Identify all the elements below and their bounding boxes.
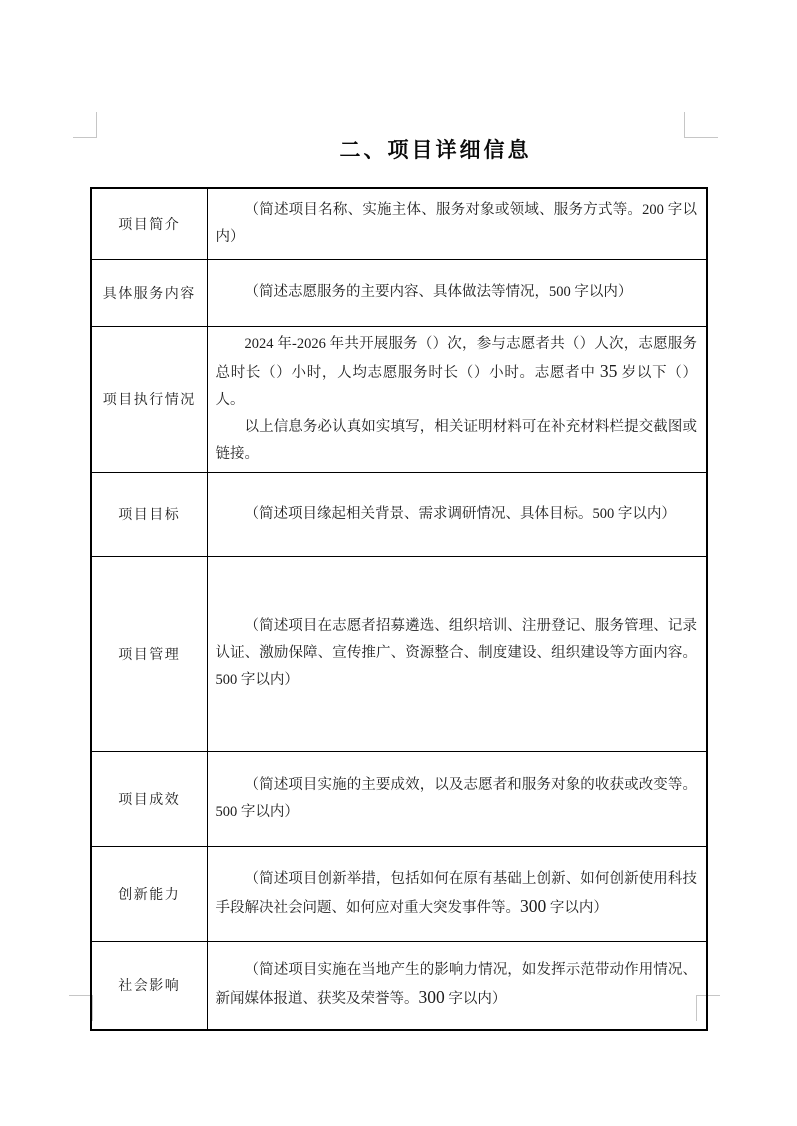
text-segment: （简述项目缘起相关背景、需求调研情况、具体目标。500 字以内） <box>244 505 676 522</box>
row-content-cell <box>207 556 707 751</box>
big-number: 300 <box>520 895 547 916</box>
cell-paragraph <box>216 957 698 1013</box>
row-content-cell <box>207 472 707 556</box>
row-content-cell <box>207 259 707 326</box>
cell-paragraph <box>216 866 698 922</box>
row-label: 具体服务内容 <box>102 286 196 302</box>
text-segment: （简述项目名称、实施主体、服务对象或领域、服务方式等。200 字以内） <box>215 201 697 245</box>
row-content-cell <box>207 326 707 472</box>
cell-paragraph <box>216 331 698 414</box>
table-row-service-content <box>91 259 707 326</box>
text-segment: （简述项目在志愿者招募遴选、组织培训、注册登记、服务管理、记录认证、激励保障、宣传推广、资源整合、制度建设、组织建设等方面内容。500 字以内） <box>215 618 697 688</box>
table-row-project-results <box>91 751 707 846</box>
table-row-innovation-capability <box>91 846 707 941</box>
cell-paragraph <box>216 772 698 826</box>
row-label-cell <box>91 941 207 1030</box>
row-label: 项目执行情况 <box>102 393 196 408</box>
section-title: 二、项目详细信息 <box>339 139 532 162</box>
text-segment: （简述志愿服务的主要内容、具体做法等情况，500 字以内） <box>244 284 633 300</box>
row-content-cell <box>207 941 707 1030</box>
row-content-cell <box>207 188 707 259</box>
row-label-cell <box>91 751 207 846</box>
big-number: 35 <box>599 360 618 381</box>
row-content-cell <box>207 751 707 846</box>
table-row-execution-status <box>91 326 707 472</box>
table-row-social-impact <box>91 941 707 1030</box>
row-label-cell <box>91 259 207 326</box>
cell-paragraph <box>216 414 698 468</box>
cell-paragraph <box>216 279 698 306</box>
row-label: 项目简介 <box>118 217 181 233</box>
text-segment: 字以内） <box>546 899 608 916</box>
row-label-cell <box>91 472 207 556</box>
text-segment: （简述项目创新举措，包括如何在原有基础上创新、如何创新使用科技手段解决社会问题、如何应对重大突发事件等。 <box>215 870 697 916</box>
text-segment: 以上信息务必认真如实填写，相关证明材料可在补充材料栏提交截图或链接。 <box>215 418 697 462</box>
text-segment: 2024 年-2026 年共开展服务（）次，参与志愿者共（）人次，志愿服务总时长（）小时，人均志愿服务时长（）小时。志愿者中 <box>215 335 697 381</box>
row-label-cell <box>91 556 207 751</box>
row-label: 创新能力 <box>118 887 181 903</box>
row-label-cell <box>91 326 207 472</box>
row-label: 项目成效 <box>118 792 181 808</box>
row-label: 社会影响 <box>118 979 181 995</box>
text-segment: （简述项目实施在当地产生的影响力情况，如发挥示范带动作用情况、新闻媒体报道、获奖及荣誉等。 <box>215 962 697 1008</box>
text-segment: （简述项目实施的主要成效，以及志愿者和服务对象的收获或改变等。500 字以内） <box>215 776 697 820</box>
cell-paragraph <box>216 197 698 251</box>
cell-paragraph <box>216 501 698 528</box>
row-label-cell <box>91 188 207 259</box>
row-label: 项目管理 <box>118 647 181 663</box>
table-row-project-goal <box>91 472 707 556</box>
row-label: 项目目标 <box>118 508 181 523</box>
big-number: 300 <box>418 987 445 1008</box>
row-label-cell <box>91 846 207 941</box>
row-content-cell <box>207 846 707 941</box>
table-row-project-management <box>91 556 707 751</box>
table-row-project-intro <box>91 188 707 259</box>
cell-paragraph <box>216 613 698 694</box>
project-details-table <box>90 187 708 1031</box>
text-segment: 字以内） <box>444 991 507 1008</box>
text-segment: 岁以下（）人。 <box>215 364 698 408</box>
